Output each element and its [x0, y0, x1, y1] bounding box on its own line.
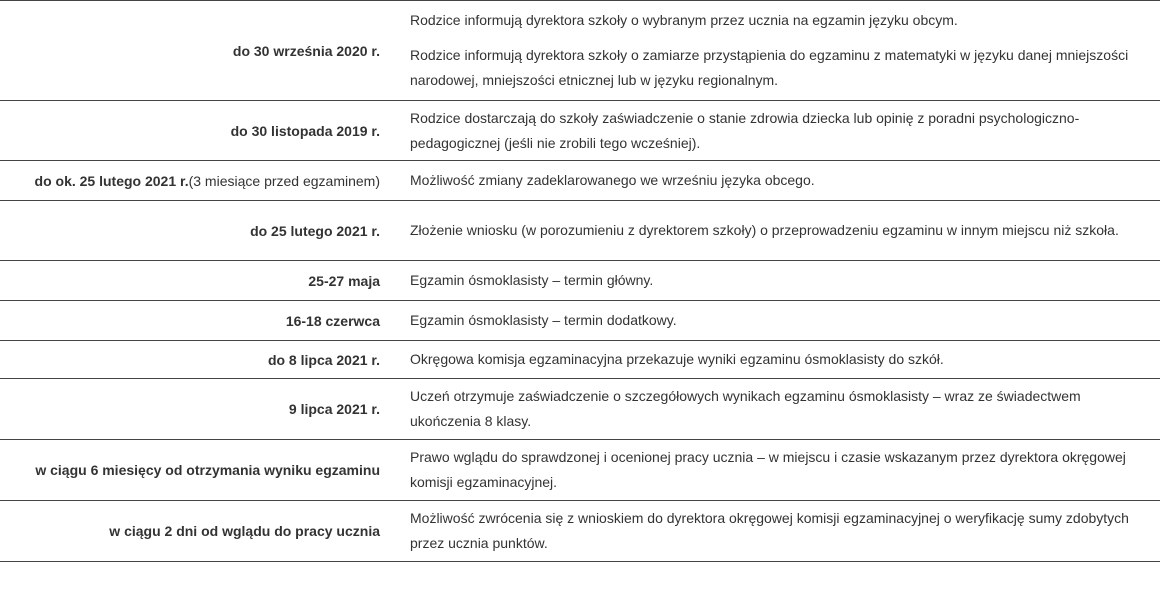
schedule-row	[0, 341, 1160, 379]
description-cell	[394, 1, 1160, 100]
description-cell	[394, 161, 1160, 200]
description-cell	[394, 101, 1160, 160]
description-text: Złożenie wniosku (w porozumieniu z dyrektorem szkoły) o przeprowadzeniu egzaminu w innym miejscu niż szkoła.	[410, 222, 1119, 238]
description-cell	[394, 341, 1160, 378]
deadline-cell	[0, 379, 394, 439]
description-text: Możliwość zmiany zadeklarowanego we wrześniu języka obcego.	[410, 172, 815, 188]
deadline-cell	[0, 201, 394, 260]
deadline-cell	[0, 1, 394, 100]
schedule-row	[0, 161, 1160, 201]
deadline-note: (3 miesiące przed egzaminem)	[188, 172, 380, 189]
description-cell	[394, 379, 1160, 439]
deadline-cell	[0, 501, 394, 561]
deadline-date: w ciągu 2 dni od wglądu do pracy ucznia	[109, 523, 380, 539]
schedule-row	[0, 501, 1160, 562]
description-cell	[394, 440, 1160, 500]
schedule-row	[0, 1, 1160, 101]
description-text: Rodzice dostarczają do szkoły zaświadczenie o stanie zdrowia dziecka lub opinię z poradni psychologiczno-pedagogicznej (jeśli nie zrobili tego wcześniej).	[410, 109, 1080, 151]
deadline-date: do 30 września 2020 r.	[232, 42, 380, 59]
schedule-row	[0, 201, 1160, 261]
description-text: Rodzice informują dyrektora szkoły o zamiarze przystąpienia do egzaminu z matematyki w języku danej mniejszości narodowej, mniejszości etnicznej lub w języku regionalnym.	[410, 47, 1129, 88]
deadline-date: 16-18 czerwca	[285, 312, 380, 329]
description-text: Uczeń otrzymuje zaświadczenie o szczegółowych wynikach egzaminu ósmoklasisty – wraz ze świadectwem ukończenia 8 klasy.	[410, 388, 1081, 429]
description-text: Prawo wglądu do sprawdzonej i ocenionej pracy ucznia – w miejscu i czasie wskazanym przez dyrektora okręgowej komisji egzaminacyjnej.	[410, 449, 1126, 490]
schedule-row	[0, 101, 1160, 161]
deadline-cell	[0, 101, 394, 160]
schedule-row	[0, 301, 1160, 341]
schedule-row	[0, 261, 1160, 301]
deadline-date: do 8 lipca 2021 r.	[267, 351, 380, 368]
description-text: Egzamin ósmoklasisty – termin dodatkowy.	[410, 312, 677, 328]
deadline-cell	[0, 261, 394, 300]
description-cell	[394, 501, 1160, 561]
deadline-date: do ok. 25 lutego 2021 r.	[34, 172, 189, 189]
deadline-cell	[0, 161, 394, 200]
description-text: Egzamin ósmoklasisty – termin główny.	[410, 272, 654, 288]
description-cell	[394, 201, 1160, 260]
deadline-cell	[0, 301, 394, 340]
deadline-date: 25-27 maja	[308, 272, 380, 289]
deadline-cell	[0, 440, 394, 500]
description-text: Możliwość zwrócenia się z wnioskiem do dyrektora okręgowej komisji egzaminacyjnej o weryfikację sumy zdobytych przez ucznia punktów.	[410, 510, 1129, 551]
schedule-row	[0, 379, 1160, 440]
description-text: Rodzice informują dyrektora szkoły o wybranym przez ucznia na egzamin języku obcym.	[410, 12, 958, 28]
deadline-date: do 25 lutego 2021 r.	[250, 222, 380, 239]
deadline-date: 9 lipca 2021 r.	[288, 401, 380, 417]
description-cell	[394, 301, 1160, 340]
description-cell	[394, 261, 1160, 300]
deadline-date: do 30 listopada 2019 r.	[230, 122, 380, 139]
schedule-row	[0, 440, 1160, 501]
description-text: Okręgowa komisja egzaminacyjna przekazuje wyniki egzaminu ósmoklasisty do szkół.	[410, 351, 944, 367]
deadline-cell	[0, 341, 394, 378]
deadline-date: w ciągu 6 miesięcy od otrzymania wyniku egzaminu	[35, 462, 380, 478]
